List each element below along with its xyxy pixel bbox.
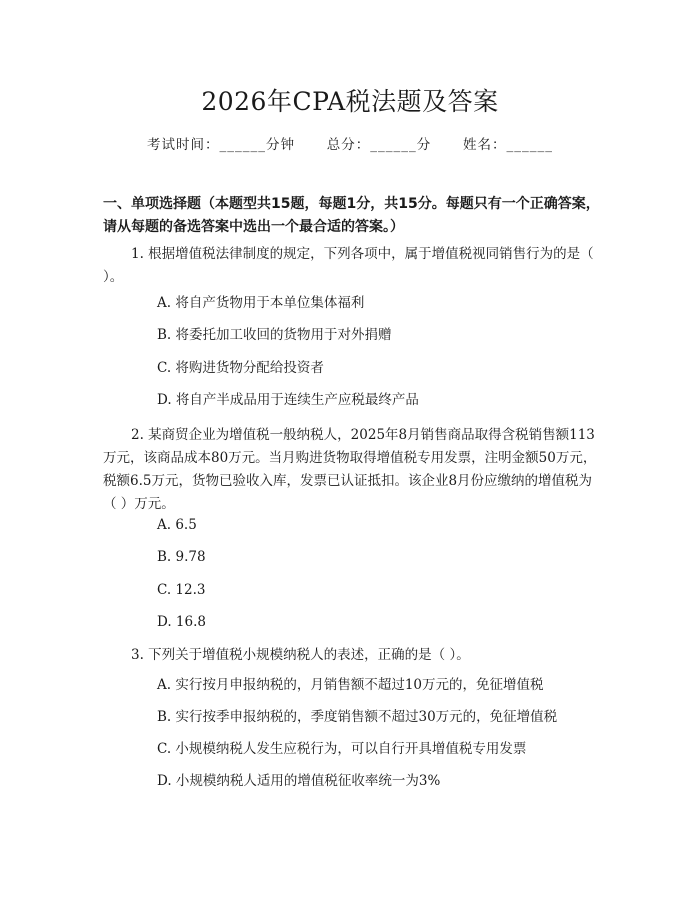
- question-3-option-b: B. 实行按季申报纳税的，季度销售额不超过30万元的，免征增值税: [157, 709, 558, 725]
- question-1-option-d: D. 将自产半成品用于连续生产应税最终产品: [157, 392, 419, 408]
- question-3-stem: 3. 下列关于增值税小规模纳税人的表述，正确的是（ ）。: [131, 647, 470, 663]
- question-2-option-a: A. 6.5: [157, 517, 197, 533]
- section-heading: 一、单项选择题（本题型共15题，每题1分，共15分。每题只有一个正确答案，请从每题的备选答案中选出一个最合适的答案。）: [103, 196, 600, 235]
- question-3-option-d: D. 小规模纳税人适用的增值税征收率统一为3%: [157, 773, 441, 789]
- question-2-option-c: C. 12.3: [157, 582, 206, 598]
- question-1-option-a: A. 将自产货物用于本单位集体福利: [157, 295, 365, 311]
- question-1-stem: 1. 根据增值税法律制度的规定，下列各项中，属于增值税视同销售行为的是（ ）。: [103, 246, 594, 285]
- exam-meta-line: 考试时间：______分钟 总分：______分 姓名：______: [147, 137, 553, 153]
- question-2-option-d: D. 16.8: [157, 614, 206, 630]
- page-title: 2026年CPA税法题及答案: [201, 87, 499, 116]
- question-2-option-b: B. 9.78: [157, 549, 206, 565]
- question-3-option-a: A. 实行按月申报纳税的，月销售额不超过10万元的，免征增值税: [157, 677, 544, 693]
- question-2-stem: 2. 某商贸企业为增值税一般纳税人，2025年8月销售商品取得含税销售额113万元，该商品成本80万元。当月购进货物取得增值税专用发票，注明金额50万元，税额6.5万元，货物已验收入库，发票已认证抵扣。该企业8月份应缴纳的增值税为（ ）万元。: [103, 427, 597, 512]
- question-3-option-c: C. 小规模纳税人发生应税行为，可以自行开具增值税专用发票: [157, 741, 527, 757]
- question-1-option-b: B. 将委托加工收回的货物用于对外捐赠: [157, 327, 392, 343]
- question-1-option-c: C. 将购进货物分配给投资者: [157, 360, 324, 376]
